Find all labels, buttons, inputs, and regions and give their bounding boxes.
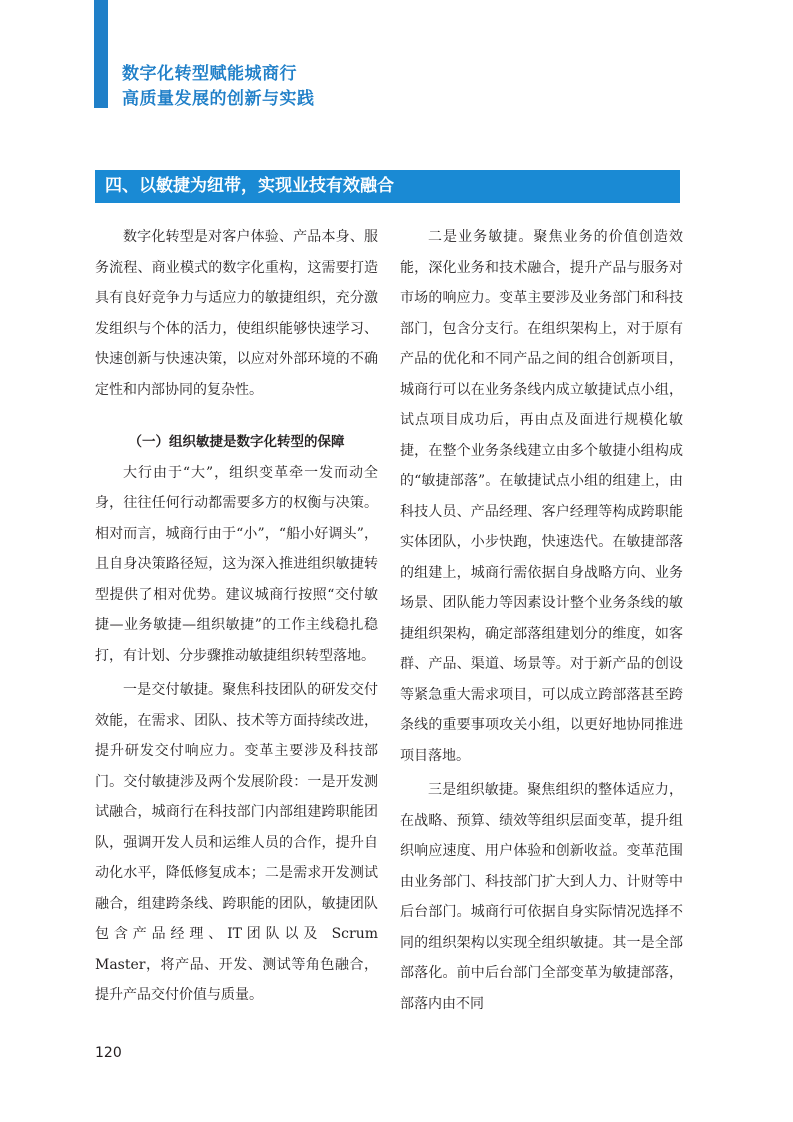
body-paragraph: 一是交付敏捷。聚焦科技团队的研发交付效能，在需求、团队、技术等方面持续改进，提升研发交付响应力。变革主要涉及科技部门。交付敏捷涉及两个发展阶段：一是开发测试融合，城商行在科技部门内部组建跨职能团队，强调开发人员和运维人员的合作，提升自动化水平，降低修复成本；二是需求开发测试融合，组建跨条线、跨职能的团队，敏捷团队包含产品经理、IT团队以及 Scrum Master，将产品、开发、测试等角色融合，提升产品交付价值与质量。 xyxy=(95,682,378,1003)
right-column xyxy=(400,222,683,1019)
section-heading: 四、以敏捷为纽带，实现业技有效融合 xyxy=(95,170,680,203)
intro-paragraph: 数字化转型是对客户体验、产品本身、服务流程、商业模式的数字化重构，这需要打造具有良好竞争力与适应力的敏捷组织，充分激发组织与个体的活力，使组织能够快速学习、快速创新与快速决策，以应对外部环境的不确定性和内部协同的复杂性。 xyxy=(95,229,378,398)
left-column xyxy=(95,222,378,1011)
body-paragraph: 大行由于“大”，组织变革牵一发而动全身，往往任何行动都需要多方的权衡与决策。相对而言，城商行由于“小”，“船小好调头”，且自身决策路径短，这为深入推进组织敏捷转型提供了相对优势。建议城商行按照“交付敏捷—业务敏捷—组织敏捷”的工作主线稳扎稳打，有计划、分步骤推动敏捷组织转型落地。 xyxy=(95,464,378,664)
page-number: 120 xyxy=(95,1045,122,1061)
subsection-heading: （一）组织敏捷是数字化转型的保障 xyxy=(128,434,345,450)
book-title xyxy=(122,62,382,112)
book-title-line-1: 数字化转型赋能城商行 xyxy=(122,64,297,84)
body-paragraph: 三是组织敏捷。聚焦组织的整体适应力，在战略、预算、绩效等组织层面变革，提升组织响应速度、用户体验和创新收益。变革范围由业务部门、科技部门扩大到人力、计财等中后台部门。城商行可依据自身实际情况选择不同的组织架构以实现全组织敏捷。其一是全部部落化。前中后台部门全部变革为敏捷部落，部落内由不同 xyxy=(400,782,683,1012)
body-paragraph: 二是业务敏捷。聚焦业务的价值创造效能，深化业务和技术融合，提升产品与服务对市场的响应力。变革主要涉及业务部门和科技部门，包含分支行。在组织架构上，对于原有产品的优化和不同产品之间的组合创新项目，城商行可以在业务条线内成立敏捷试点小组，试点项目成功后，再由点及面进行规模化敏捷，在整个业务条线建立由多个敏捷小组构成的“敏捷部落”。在敏捷试点小组的组建上，由科技人员、产品经理、客户经理等构成跨职能实体团队，小步快跑，快速迭代。在敏捷部落的组建上，城商行需依据自身战略方向、业务场景、团队能力等因素设计整个业务条线的敏捷组织架构，确定部落组建划分的维度，如客群、产品、渠道、场景等。对于新产品的创设等紧急重大需求项目，可以成立跨部落甚至跨条线的重要事项攻关小组，以更好地协同推进项目落地。 xyxy=(400,229,683,764)
book-title-line-2: 高质量发展的创新与实践 xyxy=(122,89,315,109)
header-accent-bar xyxy=(94,0,108,108)
